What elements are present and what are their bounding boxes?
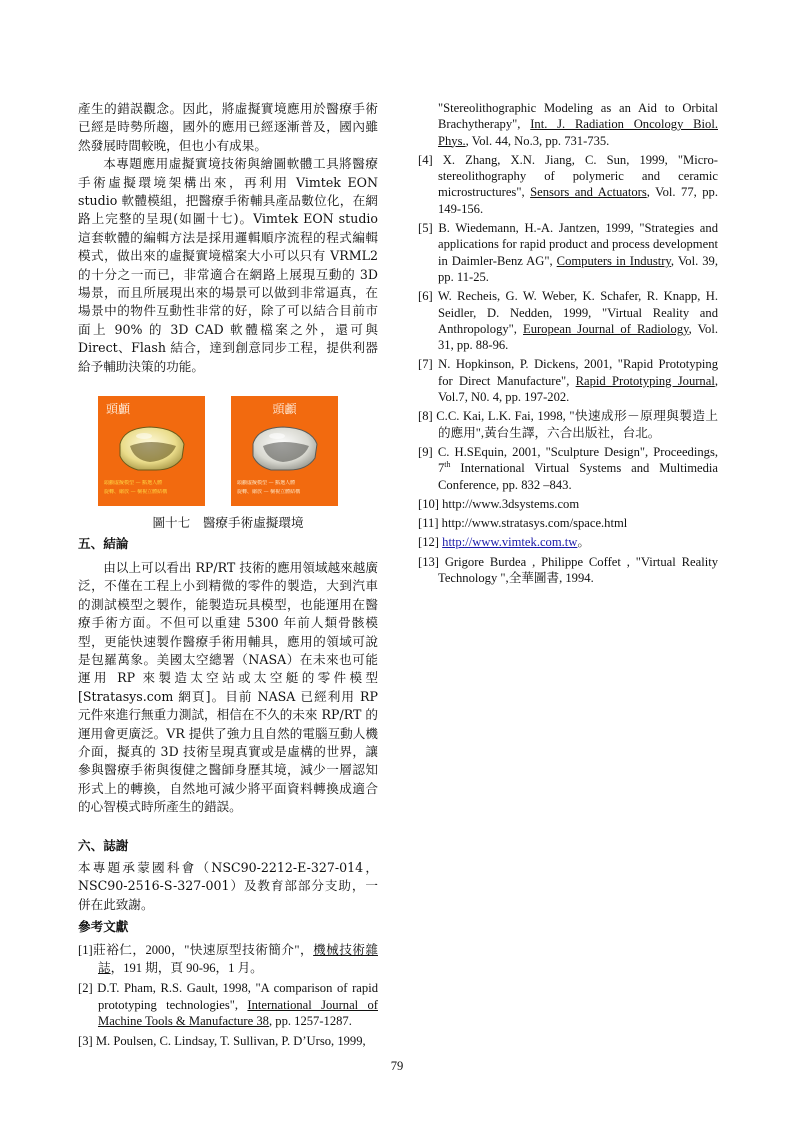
figure-panel-caption-2: 旋轉、縮放 — 檢視立體結構 xyxy=(237,489,301,496)
left-column xyxy=(78,100,378,1054)
figure-panel-left xyxy=(98,396,205,506)
paragraph-eon-studio: 本專題應用虛擬實境技術與繪圖軟體工具將醫療手術虛擬環境架構出來，再利用 Vimtek EON studio 軟體模組，把醫療手術輔具產品數位化，在網路上完整的呈現(如圖十七)。Vimtek EON studio 這套軟體的編輯方法是採用邏輯順序流程的程式編輯模式，做出來的虛擬實境檔案大小可以只有 VRML2 的十分之一而已，非常適合在網路上展現互動的 3D 場景，而且所展現出來的場景可以做到非常逼真，在場景中的物件互動性非常的好，除了可以結合目前市面上 90% 的 3D CAD 軟體檔案之外，還可與 Direct、Flash 結合，達到創意同步工程，提供利器給予輔助決策的功能。 xyxy=(78,156,378,374)
right-column xyxy=(418,100,718,589)
reference-item: [10] http://www.3dsystems.com xyxy=(418,496,580,511)
skull-model-image xyxy=(249,424,321,474)
reference-item: [5] B. Wiedemann, H.-A. Jantzen, 1999, "Strategies and applications for rapid product and process development in Daimler-Benz AG", Computers in Industry, Vol. 39, pp. 11-25. xyxy=(418,221,718,284)
reference-item: [4] X. Zhang, X.N. Jiang, C. Sun, 1999, "Micro-stereolithography of polymeric and ceramic microstructures", Sensors and Actuators, Vol. 77, pp. 149-156. xyxy=(418,152,719,216)
figure-panel-title: 頭顱 xyxy=(272,402,297,417)
paragraph-intro: 產生的錯誤觀念。因此，將虛擬實境應用於醫療手術已經是時勢所趨，國外的應用已經逐漸普及，國內雖然發展時間較晚，但也小有成果。 xyxy=(78,101,378,153)
figure-caption: 圖十七 醫療手術虛擬環境 xyxy=(152,515,304,531)
reference-item: [8] C.C. Kai, L.K. Fai, 1998, "快速成形－原理與製造上的應用",黃台生譯，六合出版社，台北。 xyxy=(418,409,718,440)
reference-item: [9] C. H.SEquin, 2001, "Sculpture Design", Proceedings, 7th International Virtual Systems and Multimedia Conference, pp. 832 –843. xyxy=(418,444,718,492)
reference-item: [13] Grigore Burdea , Philippe Coffet , "Virtual Reality Technology ",全華圖書, 1994. xyxy=(418,554,718,586)
reference-item: [7] N. Hopkinson, P. Dickens, 2001, "Rapid Prototyping for Direct Manufacture", Rapid Prototyping Journal, Vol.7, N0. 4, pp. 197-202. xyxy=(418,357,718,405)
section-heading-references: 參考文獻 xyxy=(78,919,129,935)
figure-panel-caption-1: 頭顱虛擬模型 — 點選人體 xyxy=(104,480,163,487)
section-heading-acknowledgement: 六、誌謝 xyxy=(78,837,129,853)
figure-17 xyxy=(98,396,378,506)
skull-model-image xyxy=(116,424,188,474)
reference-link[interactable]: http://www.vimtek.com.tw xyxy=(442,535,578,550)
reference-item: [6] W. Recheis, G. W. Weber, K. Schafer, R. Knapp, H. Seidler, D. Nedden, 1999, "Virtual Reality and Anthropology", European Journal of Radiology, Vol. 31, pp. 88-96. xyxy=(418,289,718,353)
figure-panel-caption-1: 頭顱虛擬模型 — 點選人體 xyxy=(237,480,296,487)
page-number: 79 xyxy=(390,1059,404,1073)
reference-item: [2] D.T. Pham, R.S. Gault, 1998, "A comparison of rapid prototyping technologies", International Journal of Machine Tools & Manufacture 38, pp. 1257-1287. xyxy=(78,981,378,1029)
figure-panel-right xyxy=(231,396,338,506)
section-heading-conclusion: 五、結論 xyxy=(78,535,129,551)
reference-item: [11] http://www.stratasys.com/space.html xyxy=(418,516,628,531)
reference-item: [12] http://www.vimtek.com.tw。 xyxy=(418,535,590,550)
figure-panel-caption-2: 旋轉、縮放 — 檢視立體結構 xyxy=(104,489,168,496)
reference-item: [1]莊裕仁，2000，"快速原型技術簡介"，機械技術雜誌，191 期，頁 90-96，1 月。 xyxy=(78,942,378,976)
paragraph-conclusion: 由以上可以看出 RP/RT 技術的應用領域越來越廣泛，不僅在工程上小到精微的零件的製造，大到汽車的測試模型之製作，能製造玩具模型，也能運用在醫療手術方面。不但可以重建 5300 年前人類骨骸模型，更能快速製作醫療手術用輔具，應用的領域可說是包羅萬象。美國太空總署（NASA）在未來也可能運用 RP 來製造太空站或太空艇的零件模型 [Stratasys.com 網頁]。目前 NASA 已經利用 RP 元件來進行無重力測試，相信在不久的未來 RP/RT 的運用會更廣泛。VR 提供了強力且自然的電腦互動人機介面，擬真的 3D 技術呈現真實或是虛構的世界，讓參與醫療手術與復健之醫師身歷其境，減少一層認知形式上的轉換，自然地可減少將平面資料轉換成適合的心智模式時所產生的錯誤。 xyxy=(78,559,378,815)
reference-item-continued: "Stereolithographic Modeling as an Aid to Orbital Brachytherapy", Int. J. Radiation Oncology Biol. Phys., Vol. 44, No.3, pp. 731-735. xyxy=(438,101,718,148)
paragraph-acknowledgement: 本專題承蒙國科會（NSC90-2212-E-327-014，NSC90-2516-S-327-001）及教育部部分支助，一併在此致謝。 xyxy=(78,860,378,912)
reference-item: [3] M. Poulsen, C. Lindsay, T. Sullivan, P. D’Urso, 1999, xyxy=(78,1034,366,1049)
figure-panel-title: 頭顱 xyxy=(106,402,131,417)
